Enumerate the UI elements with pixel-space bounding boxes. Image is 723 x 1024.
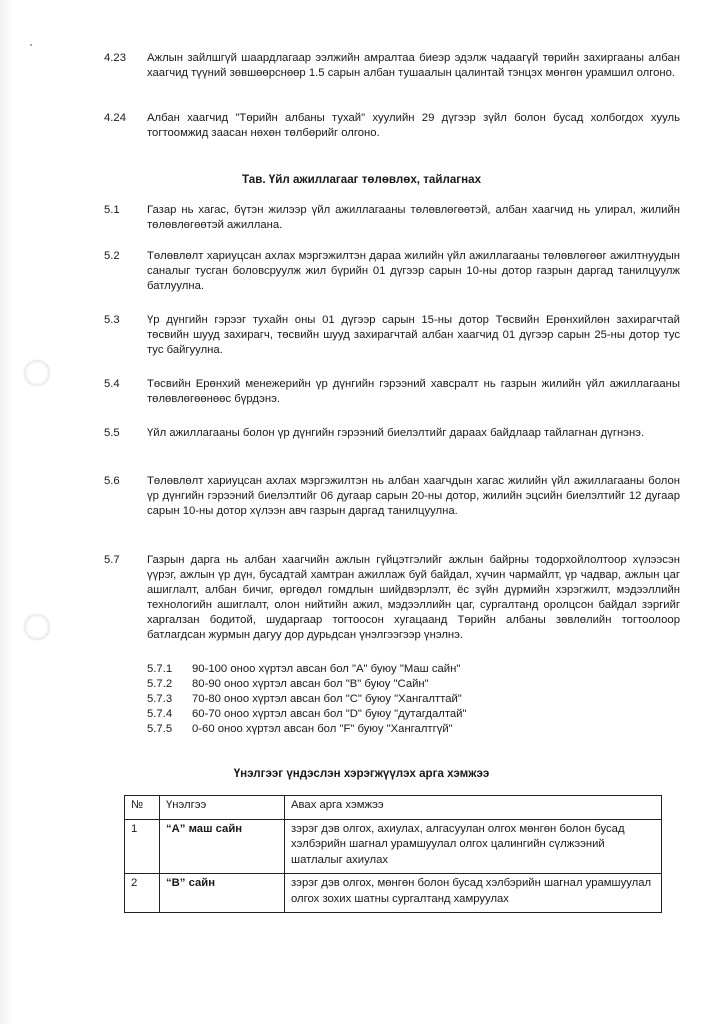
table-title: Үнэлгээг үндэслэн хэрэгжүүлэх арга хэмжээ (233, 767, 490, 780)
sub-item-text: 70-80 оноо хүртэл авсан бол "С" буюу "Хангалттай" (192, 693, 462, 705)
sub-item-number: 5.7.4 (147, 708, 173, 720)
clause-number: 5.2 (104, 250, 120, 262)
sub-item-5-7-2 (147, 677, 429, 692)
row-grade: “А” маш сайн (160, 819, 285, 874)
sub-item-5-7-1 (147, 662, 460, 677)
punch-hole-bottom (24, 614, 50, 640)
sub-item-number: 5.7.1 (147, 663, 173, 675)
clause-text: Төлөвлөлт хариуцсан ахлах мэргэжилтэн дараа жилийн үйл ажиллагааны төлөвлөгөөг ажилтнуудын саналыг тусган боловсруулж жил бүрийн 01 дүгээр сарын 10-ны дотор газрын даргад танилцуулж батлуулна. (147, 250, 680, 292)
sub-item-text: 60-70 оноо хүртэл авсан бол "D" буюу "дутагдалтай" (192, 708, 467, 720)
sub-item-5-7-3 (147, 692, 462, 707)
row-number: 1 (125, 819, 160, 874)
clause-number: 5.4 (104, 378, 120, 390)
clause-number: 4.23 (104, 52, 126, 64)
row-grade: “В” сайн (160, 874, 285, 913)
sub-item-text: 0-60 оноо хүртэл авсан бол "F" буюу "Хангалтгүй" (192, 723, 453, 735)
clause-text: Газрын дарга нь албан хаагчийн ажлын гүйцэтгэлийг ажлын байрны тодорхойлолтоор хүлээсэн үүрэг, ажлын үр дүн, бусадтай хамтран ажиллаж буй байдал, хүчин чармайлт, үр чадвар, ажлын цаг ашиглалт, албан бичиг, өргөдөл гомдлын шийдвэрлэлт, ёс зүйн дүрмийн хэрэгжилт, мэдээллийн технологийн ашиглалт, олон нийтийн ажил, мэдээллийн цаг, сургалтанд оролцсон байдал зэргийг харгалзан бодитой, шударгаар тогтоосон хугацаанд Төрийн албаны зөвлөлийн тогтоолоор батлагдсан журмын дагуу дор дурьдсан үнэлгээгээр үнэлнэ. (147, 554, 680, 641)
clause-number: 5.6 (104, 475, 120, 487)
table-row (125, 819, 662, 874)
clause-text: Үр дүнгийн гэрээг тухайн оны 01 дүгээр сарын 15-ны дотор Төсвийн Ерөнхийлөн захирагчтай төсвийн шууд захирагч, төсвийн шууд захирагчтай албан хаагчид 01 дүгээр сарын 25-ны дотор тус тус байгуулна. (147, 314, 680, 356)
table-row (125, 874, 662, 913)
clause-number: 5.7 (104, 554, 120, 566)
scan-speck (30, 44, 32, 46)
section-title: Тав. Үйл ажиллагааг төлөвлөх, тайлагнах (241, 173, 482, 186)
table-header-row (125, 796, 662, 820)
sub-item-text: 80-90 оноо хүртэл авсан бол "В" буюу "Сайн" (192, 678, 429, 690)
header-grade: Үнэлгээ (160, 796, 285, 820)
sub-item-number: 5.7.2 (147, 678, 173, 690)
sub-item-number: 5.7.3 (147, 693, 173, 705)
clause-number: 5.3 (104, 314, 120, 326)
sub-item-number: 5.7.5 (147, 723, 173, 735)
header-number: № (125, 796, 160, 820)
measures-table (124, 795, 662, 913)
clause-text: Газар нь хагас, бүтэн жилээр үйл ажиллагааны төлөвлөгөөтэй, албан хаагчид нь улирал, жилийн төлөвлөгөөтэй ажиллана. (147, 204, 680, 231)
row-action: зэрэг дэв олгох, мөнгөн болон бусад хэлбэрийн шагнал урамшуулал олгох зохих шатны сургалтанд хамруулах (285, 874, 662, 913)
clause-number: 5.5 (104, 427, 120, 439)
clause-text: Албан хаагчид "Төрийн албаны тухай" хуулийн 29 дүгээр зүйл болон бусад холбогдох хууль тогтоомжид заасан нөхөн төлбөрийг олгоно. (147, 112, 680, 139)
sub-item-text: 90-100 оноо хүртэл авсан бол "А" буюу "Маш сайн" (192, 663, 461, 675)
row-number: 2 (125, 874, 160, 913)
clause-number: 4.24 (104, 112, 126, 124)
header-action: Авах арга хэмжээ (285, 796, 662, 820)
sub-item-5-7-5 (147, 722, 453, 737)
clause-text: Төсвийн Ерөнхий менежерийн үр дүнгийн гэрээний хавсралт нь газрын жилийн үйл ажиллагааны төлөвлөгөөнөөс бүрдэнэ. (147, 378, 680, 405)
punch-hole-top (24, 360, 50, 386)
clause-text: Үйл ажиллагааны болон үр дүнгийн гэрээний биелэлтийг дараах байдлаар тайлагнан дүгнэнэ. (147, 427, 645, 439)
row-action: зэрэг дэв олгох, ахиулах, алгасуулан олгох мөнгөн болон бусад хэлбэрийн шагнал урамшуулал олгох цалингийн сүлжээний шатлалыг ахиулах (285, 819, 662, 874)
clause-text: Төлөвлөлт хариуцсан ахлах мэргэжилтэн нь албан хаагчдын хагас жилийн үйл ажиллагааны болон үр дүнгийн гэрээний биелэлтийг 06 дугаар сарын 20-ны дотор, жилийн эцсийн биелэлтийг 12 дугаар сарын 10-ны дотор хүлээн авч газрын даргад танилцуулна. (147, 475, 680, 517)
clause-text: Ажлын зайлшгүй шаардлагаар ээлжийн амралтаа биеэр эдэлж чадаагүй төрийн захиргааны албан хаагчид түүний зөвшөөрснөөр 1.5 сарын албан тушаалын цалинтай тэнцэх мөнгөн урамшил олгоно. (147, 52, 680, 79)
sub-item-5-7-4 (147, 707, 466, 722)
clause-number: 5.1 (104, 204, 120, 216)
